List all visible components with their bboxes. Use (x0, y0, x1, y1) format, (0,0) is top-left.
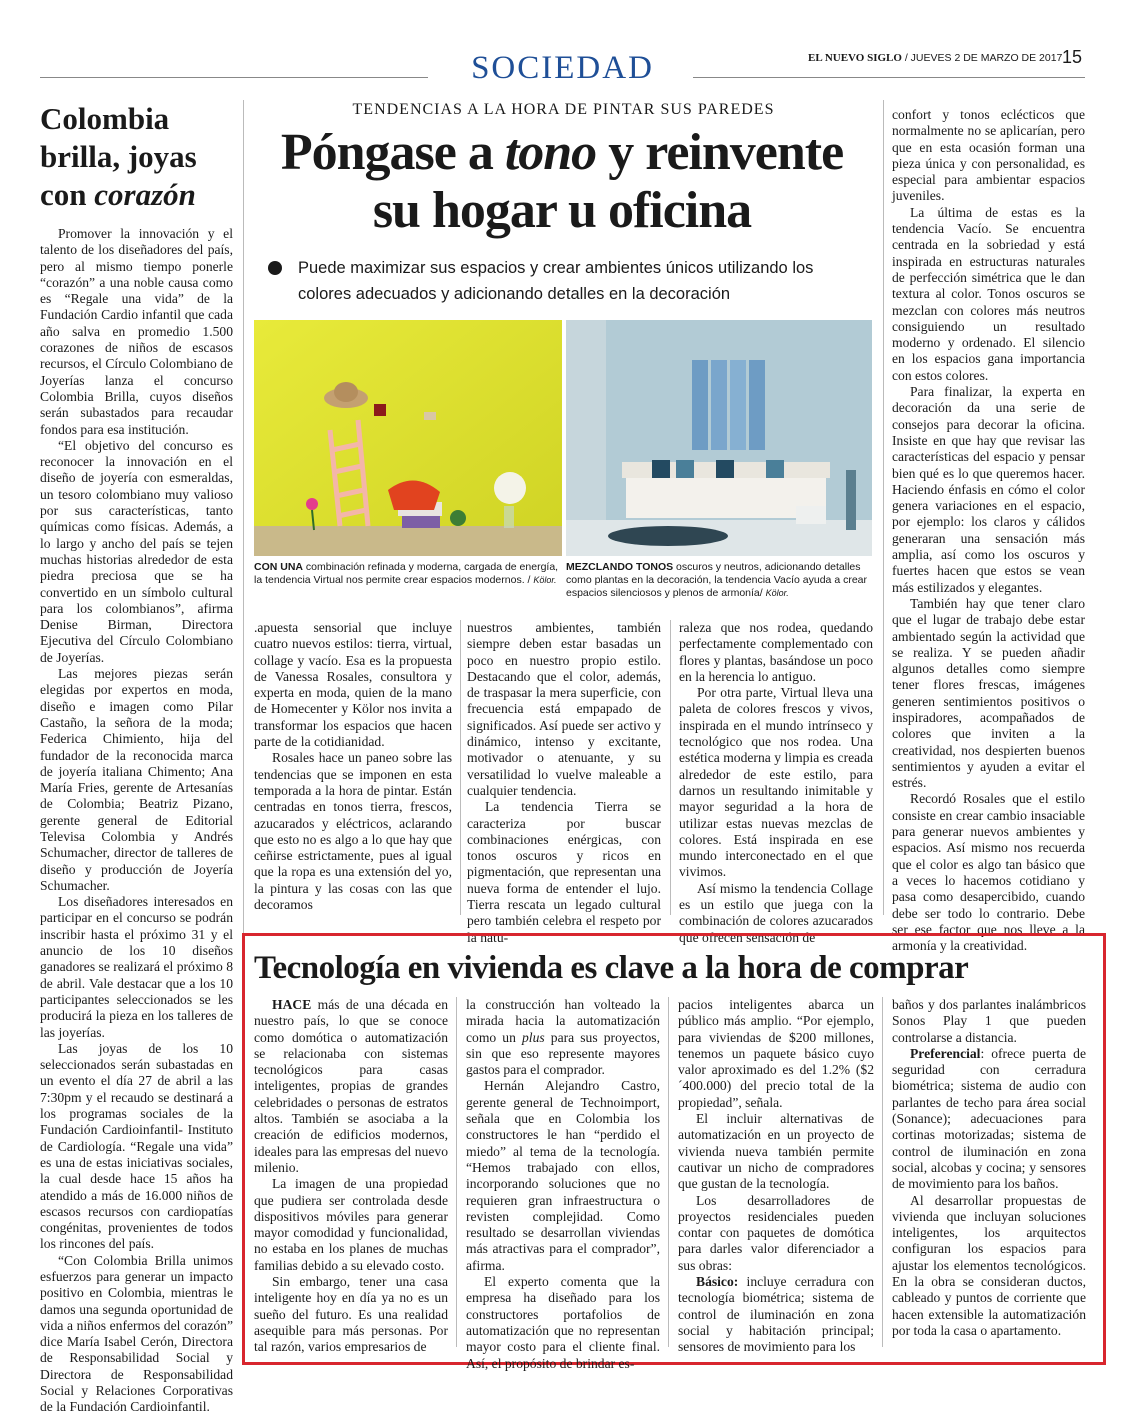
headline-line-2: su hogar u oficina (372, 182, 752, 239)
main-paragraph: Así mismo la tendencia Collage es un estilo que juega con la combinación de colores azucarados que ofrecen sensación de (679, 880, 873, 945)
box-headline: Tecnología en vivienda es clave a la hora de comprar (254, 950, 969, 986)
main-kicker: TENDENCIAS A LA HORA DE PINTAR SUS PAREDES (352, 101, 775, 118)
column-divider (460, 620, 461, 915)
box-col2-em: plus (522, 1029, 545, 1045)
column-divider (882, 997, 883, 1347)
headline-1c: y reinvente (596, 124, 844, 181)
box-paragraph: La imagen de una propiedad que pudiera ser controlada desde dispositivos móviles para generar mayor comodidad y funcionalidad, no estaba en los planes de muchas familias debido a su elevado costo. (254, 1176, 448, 1273)
box-paragraph: El incluir alternativas de automatización en un proyecto de vivienda nueva también permite cautivar un nicho de compradores que gustan de la tecnología. (678, 1111, 874, 1192)
box-col2-a: la construcción han volteado la mirada hacia la automatización como un (466, 997, 660, 1045)
box-paragraph: Sin embargo, tener una casa inteligente hoy en día ya no es un sueño del futuro. Es una realidad asequible para más personas. Por tal razón, varios empresarios de (254, 1274, 448, 1355)
box-pref-text: : ofrece puerta de seguridad con cerradura biométrica; sistema de audio con parlantes de techo para área social (Sonance); adecuaciones para cortinas motorizadas; sistema de control de iluminación en zona social, alcobas y cocina; y sensores de movimiento para los baños. (892, 1045, 1086, 1192)
paper-name: EL NUEVO SIGLO (808, 52, 902, 64)
box-paragraph (466, 997, 660, 1078)
blue-room-illustration (566, 320, 872, 556)
main-paragraph: Por otra parte, Virtual lleva una paleta de colores frescos y vivos, inspirada en el mundo intrínseco y tecnológico que nos rodea. Una estética moderna y limpia es creada alrededor de este estilo, para darnos un resultando inimitable y mayor seguridad a la hora de utilizar estas nuevas mezclas de colores. Está inspirada en ese mundo interconectado en el que vivimos. (679, 685, 873, 880)
left-paragraph: Los diseñadores interesados en participar en el concurso se podrán inscribir hasta el próximo 31 y el anuncio de los 10 diseños ganadores se realizará el próximo 8 de abril. Vale destacar que a los 10 participantes seleccionados se les producirá la pieza en los talleres de las joyerías. (40, 894, 233, 1040)
left-paragraph: “Con Colombia Brilla unimos esfuerzos para generar un impacto positivo en Colombia, mientras le damos una segunda oportunidad de vida a niños enfermos del corazón” dice María Isabel Cerón, Directora de Responsabilidad Social y Directora de Responsabilidad Social y Relaciones Corporativas de la Fundación Cardioinfantil. (40, 1252, 233, 1415)
left-paragraph: Las joyas de los 10 seleccionados serán subastadas en un evento el día 27 de abril a las 7:30pm y el recaudo se destinará a los programas sociales de la Fundación Cardioinfantil- Instituto de Cardiología. “Regale una vida” es una de estas iniciativas sociales, la cual desde hace 15 años ha atendido a más de 16.000 niños de escasos recursos con cardiopatías congénitas, provenientes de todos los rincones del país. (40, 1040, 233, 1252)
left-article-title (40, 100, 233, 214)
box-col-4 (892, 997, 1086, 1339)
headline-1b: tono (504, 124, 597, 181)
page-number: 15 (1062, 47, 1083, 67)
main-paragraph: También hay que tener claro que el lugar de trabajo debe estar ambientado según la actividad que se realiza. Y se pueden añadir algunos detalles como siempre tener flores frescas, imágenes generen sentimientos positivos o inspiradores, acompañados de colores que inviten a la creatividad, nos despierten buenos sentimientos y ayuden a evitar el estrés. (892, 595, 1085, 791)
headline-1a: Póngase a (280, 124, 505, 181)
column-divider (670, 620, 671, 915)
main-paragraph: nuestros ambientes, también siempre deben estar basadas un poco en nuestro propio estilo. Destacando que el color, además, de traspasar la mera superficie, con frecuencia está empapado de significados. Así puede ser activo y dinámico, intenso y excitante, motivador o atenuante, y su versatilidad lo vuelve maleable a cualquier tendencia. (467, 620, 661, 798)
main-paragraph: La última de estas es la tendencia Vacío. Se encuentra centrada en la sobriedad y está inspirada en estructuras naturales de perfección simétrica que le dan textura al color. Tonos oscuros se mezclan con colores más neutros consiguiendo un resultado moderno y ordenado. El silencio en los espacios gana importancia con estos colores. (892, 204, 1085, 383)
box-col-3 (678, 997, 874, 1356)
box-paragraph: baños y dos parlantes inalámbricos Sonos Play 1 que pueden controlarse a distancia. (892, 997, 1086, 1045)
left-article (40, 100, 233, 1416)
photo-blue-room (566, 320, 872, 556)
caption-right-text: oscuros y neutros, adicionando detalles como plantas en la decoración, la tendencia Vacío ayuda a crear espacios silenciosos y plenos de armonía/ (566, 561, 867, 599)
box-col-1 (254, 997, 448, 1356)
main-paragraph: Recordó Rosales que el estilo consiste en crear cambio insaciable para generar nuevos ambientes y espacios. Así mismo nos recuerda que el color es algo tan básico que a veces lo hacemos cotidiano y pasa como desapercibido, cuando debe ser todo lo contrario. Debe ser ese factor que nos lleve a la armonía y la creatividad. (892, 791, 1085, 954)
main-paragraph: raleza que nos rodea, quedando perfectamente complementado con flores y plantas, basándose un poco en la herencia lo antiguo. (679, 620, 873, 684)
masthead-line (808, 52, 1062, 64)
caption-left-lead: CON UNA (254, 561, 303, 573)
box-basic-lead: Básico: (696, 1274, 739, 1290)
headline-line-1 (252, 124, 872, 182)
caption-left-text: combinación refinada y moderna, cargada de energía, la tendencia Virtual nos permite crear espacios modernos. / (254, 561, 559, 586)
caption-right-credit: Kölor. (765, 588, 789, 598)
box-col-2 (466, 997, 660, 1372)
box-paragraph: Hernán Alejandro Castro, gerente general de Technoimport, señala que en Colombia los constructores le han “perdido el miedo” al tema de la tecnología. “Hemos trabajado con ellos, incorporando soluciones que no requieren gran infraestructura o revisten complejidad. Como resultado se desarrollan viviendas más atractivas para el comprador”, afirma. (466, 1078, 660, 1273)
box-col2-b: para sus proyectos, sin que eso represente mayores gastos para el comprador. (466, 1029, 660, 1078)
left-paragraph: “El objetivo del concurso es reconocer la innovación en el diseño de joyería con esmeraldas, un tesoro colombiano muy valioso por sus características, tanto químicas como físicas. Además, a lo largo y ancho del país se tejen muchas historias alrededor de esta piedra preciosa que se ha convertido en un símbolo cultural para los colombianos”, afirma Denise Birman, Directora Ejecutiva del Círculo Colombiano de Joyerías. (40, 437, 233, 665)
issue-date: / JUEVES 2 DE MARZO DE 2017 (904, 52, 1063, 64)
header-rule-left (40, 77, 428, 78)
main-paragraph: Rosales hace un paneo sobre las tendencias que se imponen en esta temporada a la hora de pintar. Están centradas en tonos tierra, frescos, azucarados y eléctricos, aclarando que esto no es algo a lo que hay que ceñirse estrictamente, pues al igual que la ropa es una extensión del yo, la pintura y las cosas con las que decoramos (254, 750, 452, 913)
main-paragraph: La tendencia Tierra se caracteriza por buscar combinaciones enérgicas, con tonos oscuros y ricos en pigmentación, que representan una nueva forma de entender el lujo. Tierra rescata un legado cultural pero también celebra el respeto por la natu- (467, 799, 661, 945)
box-paragraph: pacios inteligentes abarca un público más amplio. “Por ejemplo, para viviendas de $200 millones, tenemos un paquete básico cuyo valor aproximado es del 1.2% ($2´400.000) del precio total de la propiedad”, señala. (678, 997, 874, 1110)
yellow-room-illustration (254, 320, 562, 556)
column-divider (456, 997, 457, 1347)
left-paragraph: Las mejores piezas serán elegidas por expertos en moda, diseño e imagen como Pilar Castaño, la señora de la moda; Federica Chimiento, hija del fundador de la reconocida marca de joyería italiana Chimento; Ana María Fries, gerente de Artesanías de Colombia; Beatriz Pizano, gerente general de Editorial Televisa Colombia y Andrés Schumacher, director de talleres de diseño y producción de Joyería Schumacher. (40, 666, 233, 893)
title-line-2: brilla, joyas (40, 139, 197, 174)
caption-left (254, 561, 560, 587)
main-headline (252, 124, 872, 240)
deck-bullet (268, 261, 282, 275)
photo-yellow-room (254, 320, 562, 556)
box-paragraph: Al desarrollar propuestas de vivienda que incluyan soluciones inteligentes, los arquitectos configuran los espacios para ajustar los elementos tecnológicos. En la obra se consideran ductos, cableado y puntos de corriente que hacen extensible la automatización por toda la casa o apartamento. (892, 1192, 1086, 1338)
box-basic-text: incluye cerradura con tecnología biométrica; sistema de control de iluminación en zona social y habitación principal; sensores de movimiento para los (678, 1274, 874, 1355)
title-line-3-a: con (40, 177, 95, 212)
box-paragraph: Los desarrolladores de proyectos residenciales pueden contar con paquetes de domótica para darles valor diferenciador a sus obras: (678, 1192, 874, 1273)
title-line-3-b: corazón (94, 177, 196, 212)
title-line-1: Colombia (40, 101, 170, 136)
main-col-3 (679, 620, 873, 946)
box-paragraph (254, 997, 448, 1176)
column-divider (668, 997, 669, 1347)
box-lead: HACE (272, 997, 312, 1012)
main-deck: Puede maximizar sus espacios y crear ambientes únicos utilizando los colores adecuados y adicionando detalles en la decoración (298, 259, 814, 303)
left-article-body (40, 226, 233, 1416)
main-col-2 (467, 620, 661, 946)
main-col-4 (892, 107, 1085, 954)
main-paragraph: .apuesta sensorial que incluye cuatro nuevos estilos: tierra, virtual, collage y vacío. Esa es la propuesta de Vanessa Rosales, consultora y experta en moda, quien de la mano de Homecenter y Kölor nos invita a transformar los espacios que hacen parte de la cotidianidad. (254, 620, 452, 750)
caption-right-lead: MEZCLANDO TONOS (566, 561, 674, 573)
caption-right (566, 561, 874, 600)
main-paragraph: confort y tonos eclécticos que normalmente no se aplicarían, pero que en esta ocasión forman una pieza única y con personalidad, es especial para ambientar espacios juveniles. (892, 107, 1085, 204)
section-title: SOCIEDAD (471, 50, 654, 86)
main-paragraph: Para finalizar, la experta en decoración da una serie de consejos para decorar la oficina. Insiste en que hay que revisar las características del espacio y pensar bien qué es lo que queremos hacer. Haciendo énfasis en cómo el color genera variaciones en el espacio, por ejemplo: los claros y cálidos generaran una sensación más amplia, así como los oscuros y fuertes hacen que estos se vean más estilizados y elegantes. (892, 384, 1085, 595)
box-pref-lead: Preferencial (910, 1045, 981, 1061)
main-col-1 (254, 620, 452, 913)
left-paragraph: Promover la innovación y el talento de los diseñadores del país, pero al mismo tiempo ponerle “corazón” a una noble causa como es “Regale una vida” de la Fundación Cardio infantil que cada año salva en promedio 1.500 corazones de niños de escasos recursos, el Círculo Colombiano de Joyerías lanza el concurso Colombia Brilla, cuyos diseños serán subastados para recaudar fondos para esa institución. (40, 226, 233, 437)
box-paragraph (892, 1046, 1086, 1193)
box-paragraph: El experto comenta que la empresa ha diseñado para los constructores portafolios de automatización que no representan mayor costo para el cliente final. Así, el propósito de brindar es- (466, 1274, 660, 1371)
header-rule-right (693, 77, 1085, 78)
caption-left-credit: Kölor. (533, 575, 557, 585)
title-line-3 (40, 176, 233, 214)
box-paragraph (678, 1274, 874, 1355)
box-lead-text: más de una década en nuestro país, lo que se conoce como domótica o automatización se relacionaba con sistemas tecnológicos para casas inteligentes, propias de grandes celebridades o personas de estratos altos. También se asociaba a la creación de edificios modernos, ideales para las empresas del nuevo milenio. (254, 997, 448, 1175)
column-divider (883, 100, 884, 915)
